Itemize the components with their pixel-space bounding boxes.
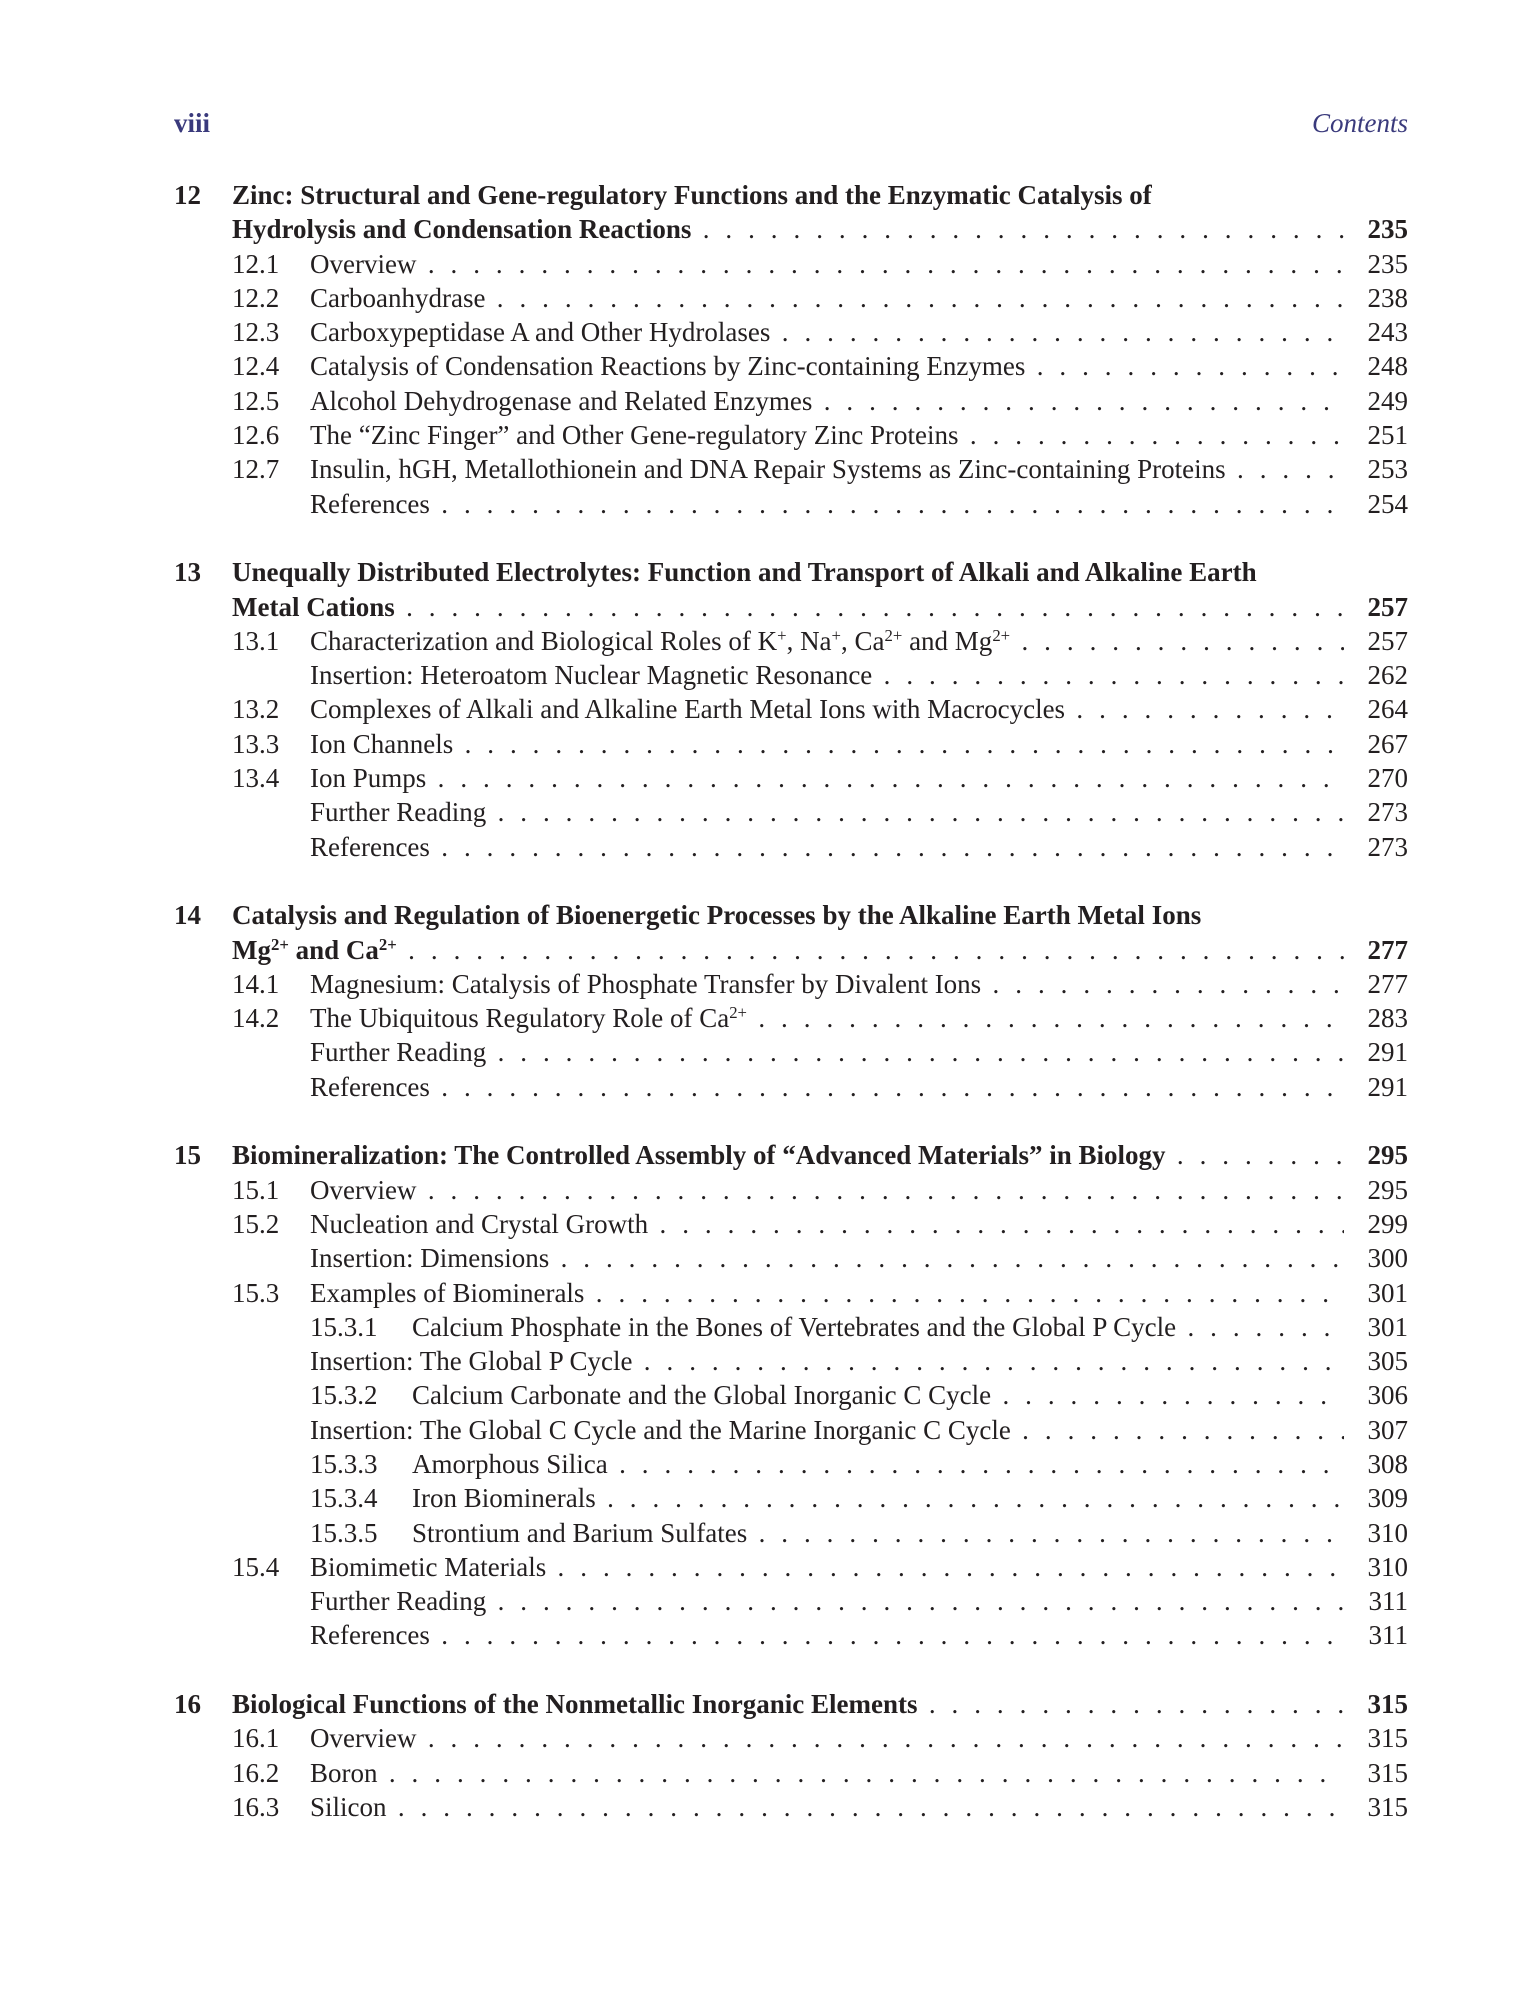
dot-leader — [310, 281, 1344, 315]
entry-label: Ion Pumps — [310, 763, 427, 794]
toc-entry[interactable] — [174, 1344, 1408, 1378]
entry-label: Biomimetic Materials — [310, 1551, 547, 1582]
dot-leader — [310, 795, 1344, 829]
entry-page-number: 306 — [1367, 1380, 1408, 1411]
entry-page-number: 300 — [1367, 1243, 1408, 1274]
toc-entry[interactable] — [174, 1276, 1408, 1310]
section-number: 13.1 — [232, 625, 280, 656]
entry-label: Further Reading — [310, 1037, 487, 1068]
page-number: viii — [174, 108, 211, 138]
toc-entry[interactable] — [174, 1070, 1408, 1104]
chapter-title: Zinc: Structural and Gene-regulatory Functions and the Enzymatic Catalysis of — [232, 180, 1152, 210]
toc-entry[interactable] — [174, 658, 1408, 692]
entry-page-number: 251 — [1367, 420, 1408, 451]
dot-leader — [232, 590, 1344, 624]
toc-entry[interactable] — [174, 1550, 1408, 1584]
dot-leader — [310, 384, 1344, 418]
chapter-title-row[interactable] — [174, 1138, 1408, 1172]
section-number: 14.2 — [232, 1003, 280, 1034]
page-header — [174, 108, 1408, 152]
toc-chapter — [174, 1687, 1408, 1824]
section-number: 14.1 — [232, 968, 280, 999]
entry-label: Insertion: The Global C Cycle and the Marine Inorganic C Cycle — [310, 1414, 1011, 1445]
entry-page-number: 311 — [1368, 1620, 1408, 1651]
dot-leader — [310, 624, 1344, 658]
entry-page-number: 307 — [1367, 1414, 1408, 1445]
dot-leader — [310, 727, 1344, 761]
entry-page-number: 315 — [1367, 1757, 1408, 1788]
toc-entry[interactable] — [174, 247, 1408, 281]
entry-page-number: 264 — [1367, 694, 1408, 725]
entry-label: The “Zinc Finger” and Other Gene-regulatory Zinc Proteins — [310, 420, 959, 451]
section-number: 13.2 — [232, 694, 280, 725]
section-number: 13.4 — [232, 763, 280, 794]
dot-leader — [412, 1447, 1344, 1481]
toc-entry[interactable] — [174, 1790, 1408, 1824]
entry-label: Boron — [310, 1757, 378, 1788]
entry-label: Strontium and Barium Sulfates — [412, 1517, 748, 1548]
entry-label: Calcium Carbonate and the Global Inorganic C Cycle — [412, 1380, 992, 1411]
toc-entry[interactable] — [174, 1241, 1408, 1275]
entry-label: Alcohol Dehydrogenase and Related Enzymes — [310, 385, 813, 416]
chapter-page-number: 277 — [1367, 934, 1408, 965]
dot-leader — [310, 692, 1344, 726]
dot-leader — [310, 1207, 1344, 1241]
dot-leader — [310, 1618, 1344, 1652]
dot-leader — [232, 1138, 1344, 1172]
entry-page-number: 270 — [1367, 763, 1408, 794]
section-number: 12.5 — [232, 385, 280, 416]
entry-label: Further Reading — [310, 1586, 487, 1617]
entry-label: Insertion: Heteroatom Nuclear Magnetic Resonance — [310, 660, 873, 691]
dot-leader — [310, 1344, 1344, 1378]
entry-page-number: 308 — [1367, 1448, 1408, 1479]
chapter-title: Hydrolysis and Condensation Reactions — [232, 214, 692, 245]
entry-page-number: 249 — [1367, 385, 1408, 416]
entry-page-number: 254 — [1367, 488, 1408, 519]
entry-label: References — [310, 488, 430, 519]
section-number: 15.2 — [232, 1208, 280, 1239]
entry-page-number: 291 — [1367, 1071, 1408, 1102]
chapter-number: 14 — [174, 900, 201, 931]
toc-entry[interactable] — [174, 349, 1408, 383]
entry-page-number: 267 — [1367, 728, 1408, 759]
chapter-title: $Mg^{2+}$ and $Ca^{2+}$ — [232, 934, 397, 965]
section-number: 13.3 — [232, 728, 280, 759]
toc-entry[interactable] — [174, 1001, 1408, 1035]
toc-entry[interactable] — [174, 452, 1408, 486]
dot-leader — [310, 1550, 1344, 1584]
chapter-page-number: 295 — [1367, 1140, 1408, 1171]
chapter-title: Biological Functions of the Nonmetallic Inorganic Elements — [232, 1689, 918, 1720]
toc-entry[interactable] — [174, 384, 1408, 418]
dot-leader — [232, 212, 1344, 246]
section-number: 12.1 — [232, 248, 280, 279]
toc-entry[interactable] — [174, 1618, 1408, 1652]
table-of-contents — [174, 178, 1408, 1859]
entry-label: Catalysis of Condensation Reactions by Zinc-containing Enzymes — [310, 351, 1026, 382]
chapter-title-row[interactable] — [174, 933, 1408, 967]
entry-label: Examples of Biominerals — [310, 1277, 585, 1308]
entry-page-number: 309 — [1367, 1483, 1408, 1514]
section-number: 12.4 — [232, 351, 280, 382]
entry-page-number: 273 — [1367, 797, 1408, 828]
running-head: Contents — [1311, 108, 1408, 138]
dot-leader — [232, 933, 1344, 967]
chapter-number: 12 — [174, 180, 201, 210]
entry-label: Nucleation and Crystal Growth — [310, 1208, 649, 1239]
dot-leader — [310, 452, 1344, 486]
toc-entry[interactable] — [174, 281, 1408, 315]
entry-page-number: 315 — [1367, 1723, 1408, 1754]
entry-page-number: 315 — [1367, 1791, 1408, 1822]
entry-label: References — [310, 831, 430, 862]
dot-leader — [412, 1310, 1344, 1344]
section-number: 12.7 — [232, 454, 280, 485]
toc-entry[interactable] — [174, 315, 1408, 349]
chapter-title-row[interactable] — [174, 212, 1408, 246]
chapter-number: 13 — [174, 557, 201, 588]
entry-label: Complexes of Alkali and Alkaline Earth Metal Ions with Macrocycles — [310, 694, 1066, 725]
dot-leader — [310, 315, 1344, 349]
subsection-number: 15.3.1 — [310, 1311, 378, 1342]
toc-entry[interactable] — [174, 830, 1408, 864]
entry-label: Overview — [310, 1174, 417, 1205]
toc-entry[interactable] — [174, 418, 1408, 452]
entry-label: Iron Biominerals — [412, 1483, 596, 1514]
toc-entry[interactable] — [174, 1756, 1408, 1790]
toc-entry[interactable] — [174, 1584, 1408, 1618]
toc-entry[interactable] — [174, 727, 1408, 761]
toc-entry[interactable] — [174, 692, 1408, 726]
chapter-title: Unequally Distributed Electrolytes: Function and Transport of Alkali and Alkaline Earth — [232, 557, 1257, 588]
entry-label: Characterization and Biological Roles of K+, Na+, $Ca^{2+}$ and $Mg^{2+}$ — [310, 625, 1011, 656]
chapter-page-number: 235 — [1367, 214, 1408, 245]
toc-entry[interactable] — [174, 1310, 1408, 1344]
entry-page-number: 301 — [1367, 1311, 1408, 1342]
toc-chapter — [174, 898, 1408, 1104]
chapter-page-number: 315 — [1367, 1689, 1408, 1720]
chapter-number: 16 — [174, 1689, 201, 1720]
dot-leader — [310, 1070, 1344, 1104]
toc-entry[interactable] — [174, 487, 1408, 521]
section-number: 16.2 — [232, 1757, 280, 1788]
entry-label: Carboanhydrase — [310, 282, 486, 313]
entry-label: Insertion: Dimensions — [310, 1243, 550, 1274]
section-number: 16.1 — [232, 1723, 280, 1754]
entry-label: Magnesium: Catalysis of Phosphate Transfer by Divalent Ions — [310, 968, 982, 999]
subsection-number: 15.3.4 — [310, 1483, 378, 1514]
chapter-title-row[interactable] — [174, 898, 1408, 932]
entry-page-number: 291 — [1367, 1037, 1408, 1068]
toc-entry[interactable] — [174, 967, 1408, 1001]
dot-leader — [310, 1276, 1344, 1310]
toc-entry[interactable] — [174, 1173, 1408, 1207]
toc-entry[interactable] — [174, 761, 1408, 795]
entry-label: Further Reading — [310, 797, 487, 828]
dot-leader — [310, 967, 1344, 1001]
toc-entry[interactable] — [174, 1447, 1408, 1481]
dot-leader — [412, 1516, 1344, 1550]
dot-leader — [310, 247, 1344, 281]
entry-label: References — [310, 1071, 430, 1102]
chapter-title-row[interactable] — [174, 1687, 1408, 1721]
dot-leader — [310, 761, 1344, 795]
entry-label: Calcium Phosphate in the Bones of Vertebrates and the Global P Cycle — [412, 1311, 1177, 1342]
dot-leader — [310, 418, 1344, 452]
dot-leader — [310, 1173, 1344, 1207]
entry-label: The Ubiquitous Regulatory Role of $Ca^{2+}$ — [310, 1002, 747, 1034]
entry-page-number: 238 — [1367, 282, 1408, 313]
chapter-title-row[interactable] — [174, 555, 1408, 589]
entry-label: Overview — [310, 1723, 417, 1754]
section-number: 15.4 — [232, 1551, 280, 1582]
entry-page-number: 273 — [1367, 831, 1408, 862]
dot-leader — [310, 1790, 1344, 1824]
entry-page-number: 257 — [1367, 625, 1408, 656]
toc-chapter — [174, 555, 1408, 864]
chapter-number: 15 — [174, 1140, 201, 1171]
dot-leader — [310, 1035, 1344, 1069]
section-number: 12.2 — [232, 282, 280, 313]
toc-entry[interactable] — [174, 1721, 1408, 1755]
dot-leader — [412, 1481, 1344, 1515]
chapter-title: Biomineralization: The Controlled Assembly of “Advanced Materials” in Biology — [232, 1140, 1166, 1171]
entry-label: Silicon — [310, 1791, 387, 1822]
entry-page-number: 295 — [1367, 1174, 1408, 1205]
dot-leader — [310, 349, 1344, 383]
entry-label: Insertion: The Global P Cycle — [310, 1346, 633, 1377]
chapter-title: Metal Cations — [232, 591, 395, 622]
dot-leader — [310, 1241, 1344, 1275]
entry-page-number: 283 — [1367, 1003, 1408, 1034]
dot-leader — [310, 1721, 1344, 1755]
toc-entry[interactable] — [174, 624, 1408, 658]
entry-page-number: 299 — [1367, 1208, 1408, 1239]
entry-page-number: 310 — [1367, 1551, 1408, 1582]
chapter-title: Catalysis and Regulation of Bioenergetic Processes by the Alkaline Earth Metal Ions — [232, 900, 1202, 931]
dot-leader — [232, 1687, 1344, 1721]
subsection-number: 15.3.5 — [310, 1517, 378, 1548]
dot-leader — [310, 1413, 1344, 1447]
entry-page-number: 243 — [1367, 317, 1408, 348]
dot-leader — [310, 1756, 1344, 1790]
section-number: 12.3 — [232, 317, 280, 348]
entry-page-number: 301 — [1367, 1277, 1408, 1308]
entry-page-number: 305 — [1367, 1346, 1408, 1377]
toc-entry[interactable] — [174, 1378, 1408, 1412]
dot-leader — [310, 830, 1344, 864]
toc-entry[interactable] — [174, 1413, 1408, 1447]
entry-page-number: 277 — [1367, 968, 1408, 999]
chapter-page-number: 257 — [1367, 591, 1408, 622]
toc-entry[interactable] — [174, 795, 1408, 829]
entry-label: Ion Channels — [310, 728, 454, 759]
toc-chapter — [174, 178, 1408, 521]
toc-entry[interactable] — [174, 1207, 1408, 1241]
entry-page-number: 311 — [1368, 1586, 1408, 1617]
toc-entry[interactable] — [174, 1035, 1408, 1069]
dot-leader — [310, 658, 1344, 692]
section-number: 15.1 — [232, 1174, 280, 1205]
subsection-number: 15.3.2 — [310, 1380, 378, 1411]
entry-label: Carboxypeptidase A and Other Hydrolases — [310, 317, 771, 348]
dot-leader — [310, 487, 1344, 521]
toc-entry[interactable] — [174, 1516, 1408, 1550]
entry-page-number: 310 — [1367, 1517, 1408, 1548]
entry-label: Overview — [310, 248, 417, 279]
entry-page-number: 235 — [1367, 248, 1408, 279]
dot-leader — [310, 1584, 1344, 1618]
section-number: 12.6 — [232, 420, 280, 451]
section-number: 16.3 — [232, 1791, 280, 1822]
chapter-title-row[interactable] — [174, 590, 1408, 624]
dot-leader — [310, 1001, 1344, 1035]
entry-page-number: 248 — [1367, 351, 1408, 382]
dot-leader — [412, 1378, 1344, 1412]
toc-entry[interactable] — [174, 1481, 1408, 1515]
entry-label: References — [310, 1620, 430, 1651]
chapter-title-row[interactable] — [174, 178, 1408, 212]
entry-page-number: 262 — [1367, 660, 1408, 691]
section-number: 15.3 — [232, 1277, 280, 1308]
entry-label: Insulin, hGH, Metallothionein and DNA Repair Systems as Zinc-containing Proteins — [310, 454, 1226, 485]
toc-chapter — [174, 1138, 1408, 1652]
entry-page-number: 253 — [1367, 454, 1408, 485]
subsection-number: 15.3.3 — [310, 1448, 378, 1479]
entry-label: Amorphous Silica — [412, 1448, 608, 1479]
